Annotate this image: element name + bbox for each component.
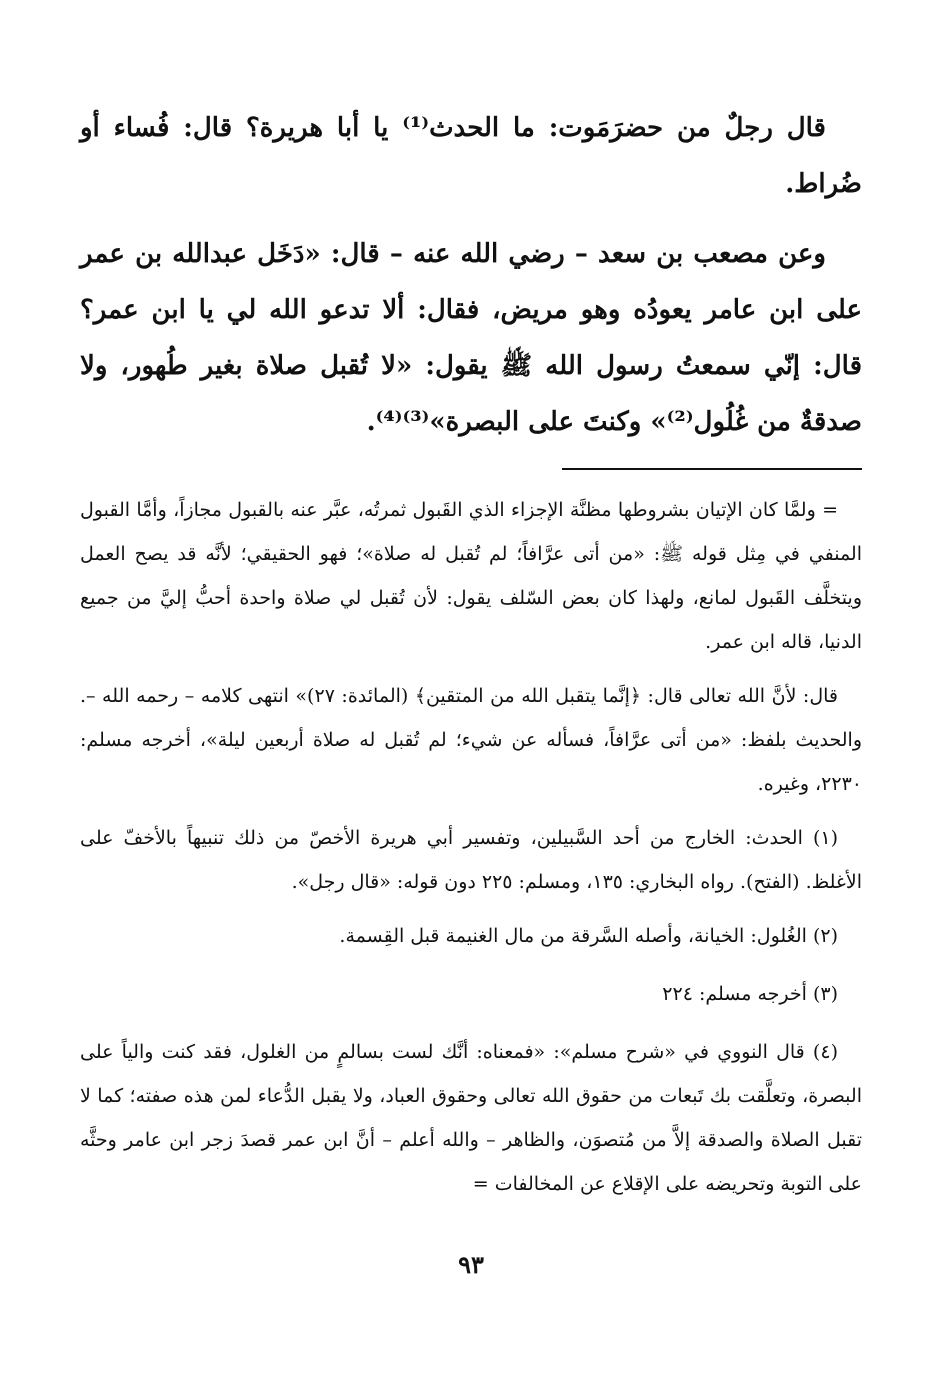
footnote-divider xyxy=(562,468,862,470)
footnote-continuation: = ولمَّا كان الإتيان بشروطها مظنَّة الإجزاء الذي القَبول ثمرتُه، عبَّر عنه بالقبول مجازاً، وأمَّا القبول المنفي في مِثل قوله ﷺ: «من أتى عرَّافاً؛ لم تُقبل له صلاة»؛ فهو الحقيقي؛ لأنَّه قد يصح العمل ويتخلَّف القَبول لمانع، ولهذا كان بعض السّلف يقول: لأن تُقبل لي صلاة واحدة أحبُّ إليَّ من جميع الدنيا، قاله ابن عمر. xyxy=(80,499,862,653)
main-paragraph-2: وعن مصعب بن سعد – رضي الله عنه – قال: «دَخَل عبدالله بن عمر على ابن عامر يعودُه وهو مريض، فقال: ألا تدعو الله لي يا ابن عمر؟ قال: إنّي سمعتُ رسول الله ﷺ يقول: «لا تُقبل صلاة بغير طُهور، ولا صدقةٌ من غُلُول⁽²⁾» وكنتَ على البصرة»⁽³⁾⁽⁴⁾. xyxy=(80,239,862,437)
footnote-4: (٤) قال النووي في «شرح مسلم»: «فمعناه: أنَّك لست بسالمٍ من الغلول، فقد كنت والياً على البصرة، وتعلَّقت بك تَبعات من حقوق الله تعالى وحقوق العباد، ولا يقبل الدُّعاء لمن هذه صفته؛ كما لا تقبل الصلاة والصدقة إلاَّ من مُتصوَن، والظاهر – والله أعلم – أنَّ ابن عمر قصدَ زجر ابن عامر وحثَّه على التوبة وتحريضه على الإقلاع عن المخالفات = xyxy=(80,1041,862,1195)
footnote-2: (٢) الغُلول: الخيانة، وأصله السَّرقة من مال الغنيمة قبل القِسمة. xyxy=(339,925,838,947)
main-text xyxy=(80,100,862,450)
book-page xyxy=(80,100,862,1350)
footnote-continuation-2: قال: لأنَّ الله تعالى قال: ﴿إنَّما يتقبل الله من المتقين﴾ (المائدة: ٢٧)» انتهى كلامه – رحمه الله –. والحديث بلفظ: «من أتى عرَّافاً، فسأله عن شيء؛ لم تُقبل له صلاة أربعين ليلة»، أخرجه مسلم: ٢٢٣٠، وغيره. xyxy=(80,685,862,795)
footnote-3: (٣) أخرجه مسلم: ٢٢٤ xyxy=(662,983,838,1005)
main-paragraph-1: قال رجلٌ من حضرَمَوت: ما الحدث⁽¹⁾ يا أبا هريرة؟ قال: فُساء أو ضُراط. xyxy=(80,113,862,199)
footnotes xyxy=(80,488,862,1206)
footnote-1: (١) الحدث: الخارج من أحد السَّبيلين، وتفسير أبي هريرة الأخصّ من ذلك تنبيهاً بالأخفّ على الأغلظ. (الفتح). رواه البخاري: ١٣٥، ومسلم: ٢٢٥ دون قوله: «قال رجل». xyxy=(80,827,862,893)
page-number: ٩٣ xyxy=(458,1250,484,1279)
